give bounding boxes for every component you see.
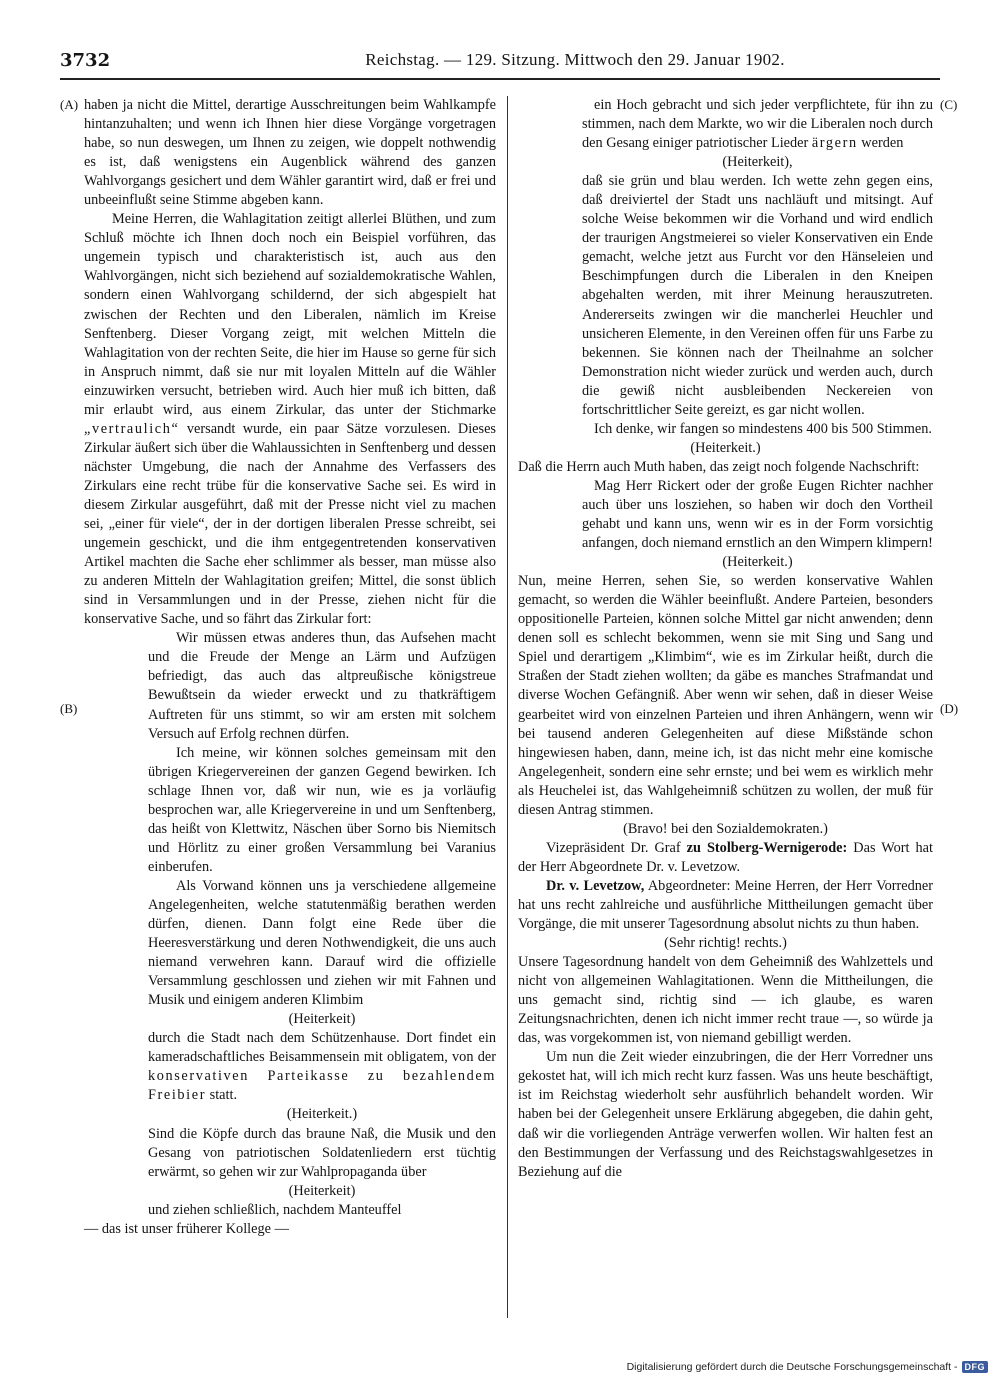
interjection: (Heiterkeit) xyxy=(288,1011,356,1028)
quote-paragraph: Ich denke, wir fangen so mindestens 400 bis 500 Stimmen. xyxy=(594,420,932,437)
quote-paragraph: Mag Herr Rickert oder der große Eugen Richter nachher auch über uns losziehen, so haben wir doch den Vortheil gehabt und kann uns, wenn wir es in der Form vorsichtig anfangen, doch niemand ernstlich an den Wimpern klimpern! xyxy=(582,477,933,552)
paragraph xyxy=(84,210,496,629)
page-header xyxy=(60,44,940,80)
quote-paragraph xyxy=(148,1029,496,1105)
quote-paragraph: daß sie grün und blau werden. Ich wette zehn gegen eins, daß dreiviertel der Stadt uns nachläuft und mitsingt. Auf solche Weise bekommen wir die Vorhand und wird endlich der traurigen Angstmeierei so vieler Konservativen ein Ende gemacht, welche jetzt aus Furcht vor den Hänseleien und Beschimpfungen durch die Liberalen in den Kneipen abgehalten werden, mit ihrer Meinung herauszutreten. Andererseits zwingen wir die mancherlei Heuchler und unsicheren Elemente, in den Vereinen offen für uns Farbe zu bekennen. Sie können nach der Theilnahme an solcher Demonstration nicht wieder zurück und werden auch, durch die gewiß nicht ausbleibenden Neckereien von fortschrittlicher Seite gereizt, es gar nicht wollen. xyxy=(582,173,933,418)
text-run: statt. xyxy=(206,1087,238,1104)
interjection: (Heiterkeit), xyxy=(722,154,793,171)
left-column xyxy=(84,96,496,1239)
quote-paragraph: Als Vorwand können uns ja verschiedene allgemeine Angelegenheiten, welche statutenmäßig berathen werden dürfen, dienen. Dann folgt eine Rede über die Heeresverstärkung und deren Nothwendigkeit, die uns auch niemand verwehren kann. Darauf wird die offizielle Versammlung geschlossen und ziehen wir mit Fahnen und Musik und einigem anderen Klimbim xyxy=(148,877,496,1009)
credit-text: Digitalisierung gefördert durch die Deutsche Forschungsgemeinschaft - xyxy=(626,1361,958,1373)
spaced-text: konservativen Parteikasse zu bezahlendem Freibier xyxy=(148,1068,496,1104)
interjection: (Sehr richtig! rechts.) xyxy=(664,935,787,952)
quote-paragraph: und ziehen schließlich, nachdem Manteuffel xyxy=(148,1201,402,1218)
aside: — das ist unser früherer Kollege — xyxy=(84,1220,289,1237)
text-run: Meine Herren, die Wahlagitation zeitigt allerlei Blüthen, und zum Schluß möchte ich Ihnen doch noch ein Beispiel vorführen, das ungemein typisch und charakteristisch ist, auch aus den Wahlvorgängen, nicht sich beziehend auf sozialdemokratische Wahlen, sondern einen Wahlvorgang schildernd, der sich abgespielt hat zwischen der Rechten und den Liberalen, nämlich im Kreise Senftenberg. Dieser Vorgang zeigt, mit welchen Mitteln die Wahlagitation von der rechten Seite, die hier im Hause so gerne für sich in Anspruch nimmt, daß sie nur mit loyalen Mitteln auf die Wähler einzuwirken versucht, betrieben wird. Auch hier muß ich bitten, daß mir erlaubt wird, aus einem Zirkular, das unter der Stichmarke xyxy=(84,211,496,418)
header-rule xyxy=(60,78,940,80)
running-head: Reichstag. — 129. Sitzung. Mittwoch den 29. Januar 1902. xyxy=(365,50,785,69)
column-divider xyxy=(507,96,508,1318)
interjection: (Heiterkeit) xyxy=(288,1182,356,1199)
margin-mark-a: (A) xyxy=(60,97,79,112)
margin-mark-c: (C) xyxy=(940,97,958,112)
quote-paragraph: Ich meine, wir können solches gemeinsam mit den übrigen Kriegervereinen der ganzen Gegend bewirken. Ich schlage Ihnen vor, daß wir nun, wie es ja vorläufig besprochen war, alle Kriegervereine in und um Senftenberg, das heißt von Klettwitz, Näschen über Sorno bis Niemitsch und Hörlitz zu einer großen Versammlung bei Varanius einberufen. xyxy=(148,744,496,875)
paragraph: haben ja nicht die Mittel, derartige Ausschreitungen beim Wahlkampfe hintanzuhalten; und wenn ich Ihnen hier diese Vorgänge vorgetragen habe, so nun deswegen, um Ihnen zu zeigen, wie doppelt nothwendig es ist, daß wenigstens ein Augenblick während des ganzen Wahlvorgangs gesichert und dem Wähler garantirt wird, daß er frei und unbeeinflußt seine Stimme abgeben kann. xyxy=(84,97,496,209)
right-column xyxy=(518,96,933,1182)
spaced-text: ärgern xyxy=(811,135,858,152)
paragraph: Nun, meine Herren, sehen Sie, so werden konservative Wahlen gemacht, so werden die Wähler beeinflußt. Andere Parteien, besonders oppositionelle Parteien, können solche Mittel gar nicht anwenden; denn denen soll es schlecht bekommen, wenn sie mit Sing und Sang und Spiel und derartigem „Klimbim“, wie es im Zirkular heißt, durch die Straßen der Stadt ziehen wollten; da gäbe es manches Strafmandat und diverse Wochen Gefängniß. Aber wenn wir sehen, daß in dieser Weise gearbeitet wird von einzelnen Parteien und ihren Anhängern, wenn wir bei tausend anderen Gelegenheiten auf diese Mißstände schon hingewiesen haben, dann, meine ich, ist das nicht mehr eine komische Angelegenheit, sondern eine sehr ernste; und bei wem es wirklich mehr als Heuchelei ist, das Wahlgeheimniß schützen zu wollen, der muß für diesen Antrag stimmen. xyxy=(518,573,933,818)
digitization-credit xyxy=(627,1361,988,1373)
interjection: (Heiterkeit.) xyxy=(690,439,761,456)
dfg-logo: DFG xyxy=(962,1361,989,1373)
quote-paragraph xyxy=(582,96,933,153)
text-run: Abgeordneter: Meine Herren, der Herr Vorredner hat uns recht zahlreiche und ausführliche Mittheilungen gemacht über Vorgänge, die mit unserer Tagesordnung absolut nichts zu thun haben. xyxy=(518,877,933,933)
text-run: ein Hoch gebracht und sich jeder verpflichtete, für ihn zu stimmen, nach dem Markte, wo wir die Liberalen noch durch den Gesang einiger patriotischer Lieder xyxy=(582,97,933,152)
text-run: durch die Stadt nach dem Schützenhause. Dort findet ein kameradschaftliches Beisammensein mit obligatem, von der xyxy=(148,1030,496,1066)
speaker-name: Dr. v. Levetzow, xyxy=(546,877,645,894)
interjection: (Bravo! bei den Sozialdemokraten.) xyxy=(623,820,828,837)
page-number: 3732 xyxy=(60,50,111,71)
margin-mark-d: (D) xyxy=(940,701,959,716)
paragraph: Um nun die Zeit wieder einzubringen, die der Herr Vorredner uns gekostet hat, will ich mich recht kurz fassen. Was uns heute beschäftigt, ist im Reichstag wiederholt sehr ausführlich behandelt worden. Wir haben bei der Gelegenheit unsere Erklärung abgegeben, die dahin geht, daß wir die vorliegenden Anträge verwerfen wollen. Wir halten fest an den Bestimmungen der Verfassung und des Reichstagswahlgesetzes in Beziehung auf die xyxy=(518,1049,933,1180)
spaced-text: „vertraulich“ xyxy=(84,420,180,437)
text-run: Das Wort hat der Herr Abgeordnete Dr. v. Levetzow. xyxy=(518,839,933,875)
quote-paragraph: Wir müssen etwas anderes thun, das Aufsehen macht und die Freude der Menge an Lärm und Aufzügen befriedigt, das auch das altpreußische königstreue Bewußtsein da wieder erweckt und zu thatkräftigem Auftreten für uns stimmt, so wir am ersten mit solchem Versuch auf Erfolg rechnen dürfen. xyxy=(148,630,496,742)
text-run: Vizepräsident Dr. Graf xyxy=(546,839,687,856)
paragraph: Daß die Herrn auch Muth haben, das zeigt noch folgende Nachschrift: xyxy=(518,458,920,475)
margin-mark-b: (B) xyxy=(60,701,78,716)
speaker-paragraph xyxy=(518,839,933,877)
interjection: (Heiterkeit.) xyxy=(286,1106,358,1123)
quote-paragraph: Sind die Köpfe durch das braune Naß, die Musik und den Gesang von patriotischen Soldatenliedern erst tüchtig erwärmt, so gehen wir zur Wahlpropaganda über xyxy=(148,1125,496,1180)
speaker-paragraph xyxy=(518,877,933,934)
interjection: (Heiterkeit.) xyxy=(722,554,793,571)
paragraph: Unsere Tagesordnung handelt von dem Geheimniß des Wahlzettels und nicht von allgemeinen Wahlagitationen. Wenn die Mittheilungen, die uns gemacht sind, richtig sind — ich glaube, es waren Zeitungsnachrichten, denen ich nicht immer recht traue —, so würde ja das, was vorgekommen ist, von niemand gebilligt werden. xyxy=(518,954,933,1047)
text-run: versandt wurde, ein paar Sätze vorzulesen. Dieses Zirkular äußert sich über die Wahlaussichten in Senftenberg und dessen nächster Umgebung, die nach der Annahme des Verfassers des Zirkulars eine recht trübe für die konservative Sache sei. Es wird in diesem Zirkular ausgeführt, daß mit der Presse nicht viel zu machen sei, „einer für viele“, der in der dortigen liberalen Presse schreibt, sei ungemein geschickt, und die ihm entgegentretenden konservativen Artikel machten die Sache eher schlimmer als besser, man müsse also zu anderen Mitteln der Wahlagitation greifen; Mittel, die sonst üblich sind in Versammlungen und in der Presse, ziehen nicht für die konservative Sache, und so fährt das Zirkular fort: xyxy=(84,420,496,628)
text-run: werden xyxy=(857,135,904,152)
speaker-name: zu Stolberg-Wernigerode: xyxy=(686,839,848,856)
